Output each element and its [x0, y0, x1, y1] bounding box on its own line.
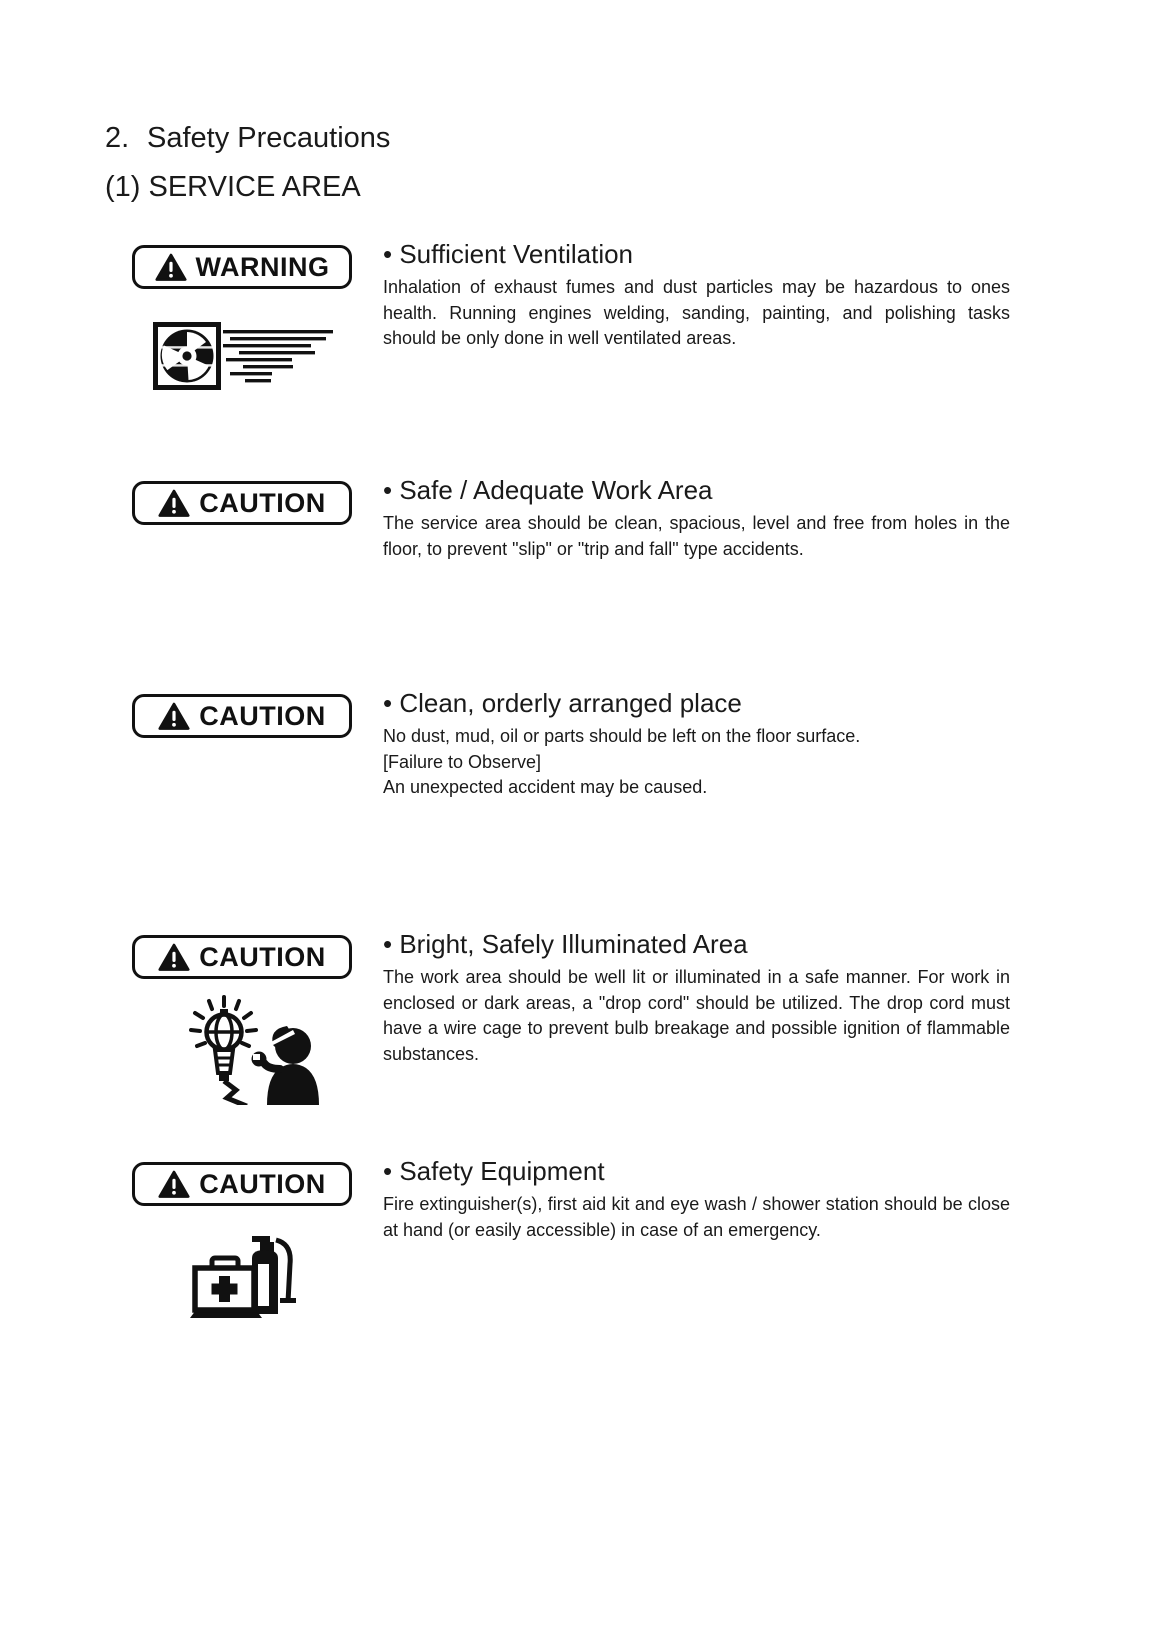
section-title-text: Safety Precautions — [147, 122, 391, 154]
caution-sign-label: CAUTION — [199, 942, 326, 972]
section-heading: • Clean, orderly arranged place — [383, 688, 742, 718]
body-line: No dust, mud, oil or parts should be left on the floor surface. — [383, 726, 861, 746]
body-line: [Failure to Observe] — [383, 751, 542, 772]
drop-light-worker-icon — [167, 993, 329, 1105]
subsection-title: (1) SERVICE AREA — [105, 171, 361, 203]
text-column — [383, 688, 1010, 801]
label-column — [132, 688, 383, 801]
section-bright-illuminated-area — [132, 929, 1010, 1105]
caution-sign — [132, 694, 352, 738]
warning-sign-label: WARNING — [195, 252, 330, 282]
section-heading: • Safety Equipment — [383, 1156, 605, 1186]
caution-sign-label: CAUTION — [199, 488, 326, 518]
body-line: An unexpected accident may be caused. — [383, 777, 708, 797]
section-safety-equipment — [132, 1156, 1010, 1320]
label-column — [132, 239, 383, 390]
warning-triangle-icon — [158, 489, 190, 518]
caution-sign-label: CAUTION — [199, 701, 326, 731]
label-column — [132, 929, 383, 1105]
text-column — [383, 475, 1010, 562]
page-title — [105, 121, 390, 155]
section-heading: • Safe / Adequate Work Area — [383, 475, 713, 505]
caution-sign-label: CAUTION — [199, 1169, 326, 1199]
ventilation-fan-icon — [153, 322, 335, 390]
section-sufficient-ventilation — [132, 239, 1010, 390]
warning-triangle-icon — [158, 702, 190, 731]
section-body — [383, 724, 1010, 801]
caution-sign — [132, 1162, 352, 1206]
warning-triangle-icon — [158, 1170, 190, 1199]
section-number: 2. — [105, 122, 130, 154]
section-heading: • Sufficient Ventilation — [383, 239, 634, 269]
section-safe-work-area — [132, 475, 1010, 562]
text-column — [383, 929, 1010, 1105]
label-column — [132, 1156, 383, 1320]
section-clean-orderly-place — [132, 688, 1010, 801]
text-column — [383, 1156, 1010, 1320]
caution-sign — [132, 481, 352, 525]
text-column — [383, 239, 1010, 390]
section-body: The service area should be clean, spacious, level and free from holes in the floor, to prevent "slip" or "trip and fall" type accidents. — [383, 513, 1010, 559]
section-body: Fire extinguisher(s), first aid kit and eye wash / shower station should be close at hand (or easily accessible) in case of an emergency. — [383, 1194, 1010, 1240]
section-body: The work area should be well lit or illuminated in a safe manner. For work in enclosed or dark areas, a "drop cord" should be utilized. The drop cord must have a wire cage to prevent bulb breakage and possible ignition of flammable substances. — [383, 967, 1010, 1064]
section-heading: • Bright, Safely Illuminated Area — [383, 929, 748, 959]
section-body: Inhalation of exhaust fumes and dust particles may be hazardous to ones health. Running engines welding, sanding, painting, and polishing tasks should be only done in well ventilated areas. — [383, 277, 1010, 348]
label-column — [132, 475, 383, 562]
first-aid-extinguisher-icon — [190, 1228, 302, 1320]
warning-triangle-icon — [155, 253, 187, 282]
caution-sign — [132, 935, 352, 979]
warning-triangle-icon — [158, 943, 190, 972]
warning-sign — [132, 245, 352, 289]
